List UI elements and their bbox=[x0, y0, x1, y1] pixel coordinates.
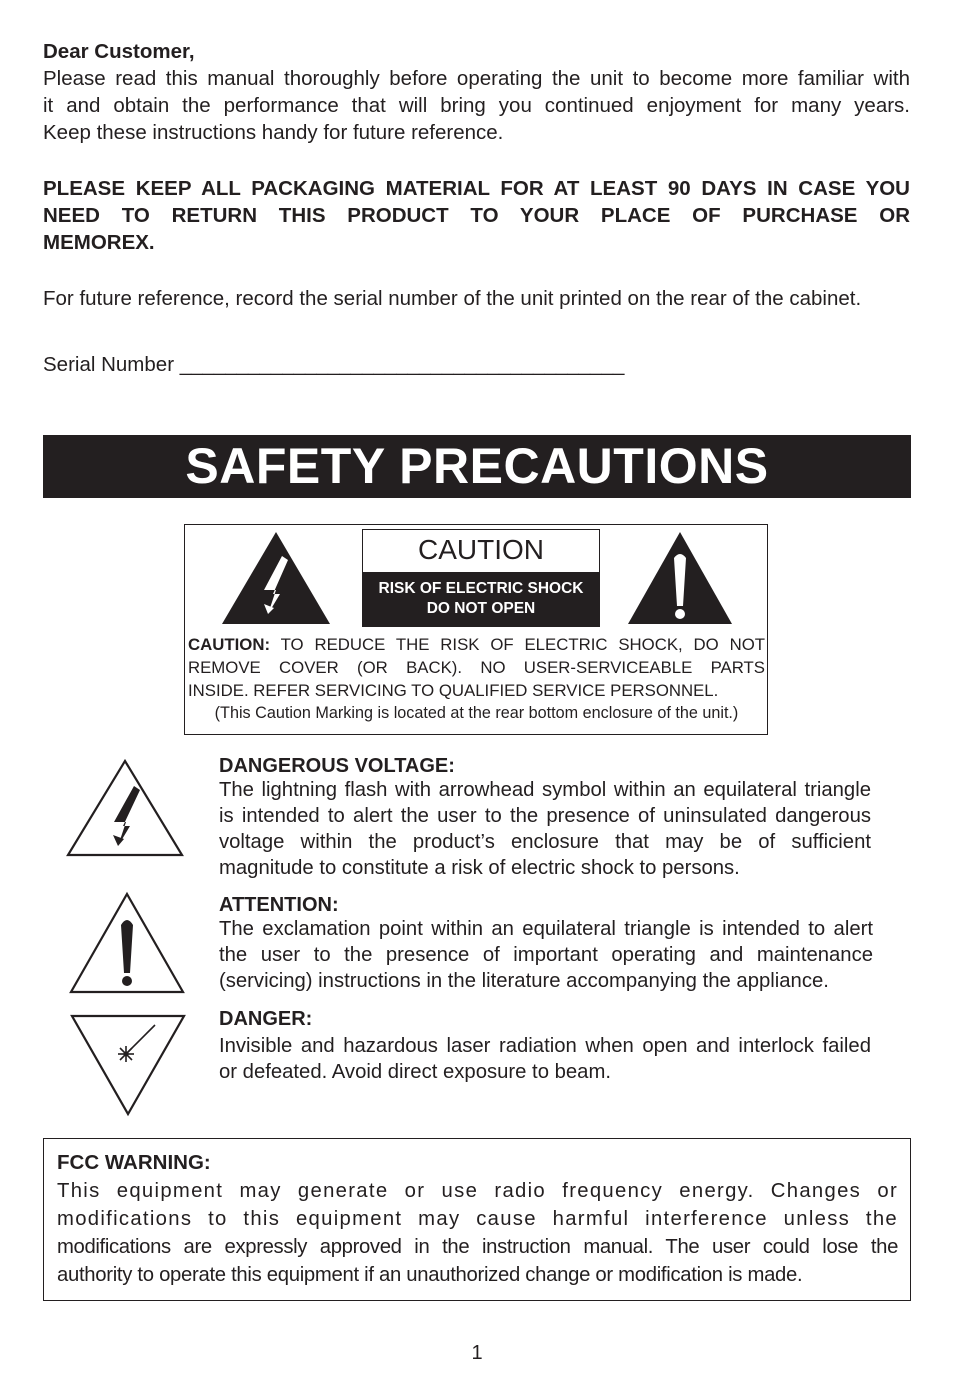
description-line: voltage within the product’s enclosure that may be of sufficient bbox=[219, 831, 871, 853]
caution-text-line-2: REMOVE COVER (OR BACK). NO USER-SERVICEABLE PARTS bbox=[188, 658, 765, 677]
packaging-notice bbox=[43, 175, 910, 256]
page-title: SAFETY PRECAUTIONS bbox=[43, 435, 911, 498]
description-line: or defeated. Avoid direct exposure to beam. bbox=[219, 1061, 611, 1083]
lightning-triangle-icon bbox=[220, 530, 332, 626]
serial-number-blank: _______________________________________ bbox=[179, 353, 625, 376]
fcc-text bbox=[57, 1177, 898, 1289]
laser-warning-icon bbox=[69, 1013, 187, 1117]
fcc-line-1: This equipment may generate or use radio frequency energy. Changes or bbox=[57, 1180, 898, 1202]
description-line: (servicing) instructions in the literature accompanying the appliance. bbox=[219, 970, 829, 992]
lightning-triangle-icon bbox=[66, 758, 184, 858]
intro-section bbox=[43, 38, 910, 146]
symbol-heading: ATTENTION: bbox=[219, 894, 339, 916]
intro-line-2: it and obtain the performance that will bring you continued enjoyment for many years. bbox=[43, 94, 910, 117]
caution-instructions bbox=[188, 633, 765, 702]
description-line: is intended to alert the user to the presence of uninsulated dangerous bbox=[219, 805, 871, 827]
symbol-attention bbox=[219, 894, 873, 994]
intro-line-1: Please read this manual thoroughly before operating the unit to become more familiar with bbox=[43, 67, 910, 90]
fcc-line-3: modifications are expressly approved in the instruction manual. The user could lose the bbox=[57, 1236, 898, 1258]
serial-number-label: Serial Number bbox=[43, 353, 175, 376]
fcc-line-2: modifications to this equipment may cause harmful interference unless the bbox=[57, 1208, 898, 1230]
caution-word: CAUTION bbox=[418, 534, 544, 565]
description-line: The exclamation point within an equilateral triangle is intended to alert bbox=[219, 918, 873, 940]
packaging-line-1: PLEASE KEEP ALL PACKAGING MATERIAL FOR AT LEAST 90 DAYS IN CASE YOU bbox=[43, 177, 910, 200]
symbol-danger bbox=[219, 1008, 871, 1085]
page-number: 1 bbox=[471, 1342, 483, 1364]
symbol-description bbox=[219, 916, 873, 994]
risk-line-1: RISK OF ELECTRIC SHOCK bbox=[378, 580, 584, 597]
packaging-line-3: MEMOREX. bbox=[43, 231, 155, 254]
symbol-dangerous-voltage bbox=[219, 755, 871, 881]
symbol-heading: DANGER: bbox=[219, 1008, 313, 1030]
fcc-line-4: authority to operate this equipment if an unauthorized change or modification is made. bbox=[57, 1264, 803, 1286]
risk-of-shock-label bbox=[363, 572, 599, 626]
caution-text-line-1: TO REDUCE THE RISK OF ELECTRIC SHOCK, DO NOT bbox=[270, 635, 765, 654]
symbol-description bbox=[219, 1033, 871, 1085]
description-line: Invisible and hazardous laser radiation when open and interlock failed bbox=[219, 1035, 871, 1057]
caution-note: (This Caution Marking is located at the rear bottom enclosure of the unit.) bbox=[214, 704, 739, 722]
description-line: the user to the presence of important operating and maintenance bbox=[219, 944, 873, 966]
serial-number-row bbox=[43, 351, 910, 378]
caution-text-line-3: INSIDE. REFER SERVICING TO QUALIFIED SERVICE PERSONNEL. bbox=[188, 681, 719, 700]
fcc-heading: FCC WARNING: bbox=[57, 1151, 211, 1174]
caution-text-lead: CAUTION: bbox=[188, 635, 271, 654]
exclamation-triangle-icon bbox=[69, 891, 185, 995]
packaging-line-2: NEED TO RETURN THIS PRODUCT TO YOUR PLACE OF PURCHASE OR bbox=[43, 204, 910, 227]
description-line: The lightning flash with arrowhead symbol within an equilateral triangle bbox=[219, 779, 871, 801]
exclamation-triangle-icon bbox=[626, 530, 734, 626]
symbol-heading: DANGEROUS VOLTAGE: bbox=[219, 755, 455, 777]
description-line: magnitude to constitute a risk of electric shock to persons. bbox=[219, 857, 740, 879]
greeting: Dear Customer, bbox=[43, 40, 195, 63]
risk-line-2: DO NOT OPEN bbox=[426, 600, 536, 617]
intro-line-3: Keep these instructions handy for future reference. bbox=[43, 121, 504, 144]
symbol-description bbox=[219, 777, 871, 881]
serial-reference-text: For future reference, record the serial number of the unit printed on the rear of the cabinet. bbox=[43, 287, 862, 310]
